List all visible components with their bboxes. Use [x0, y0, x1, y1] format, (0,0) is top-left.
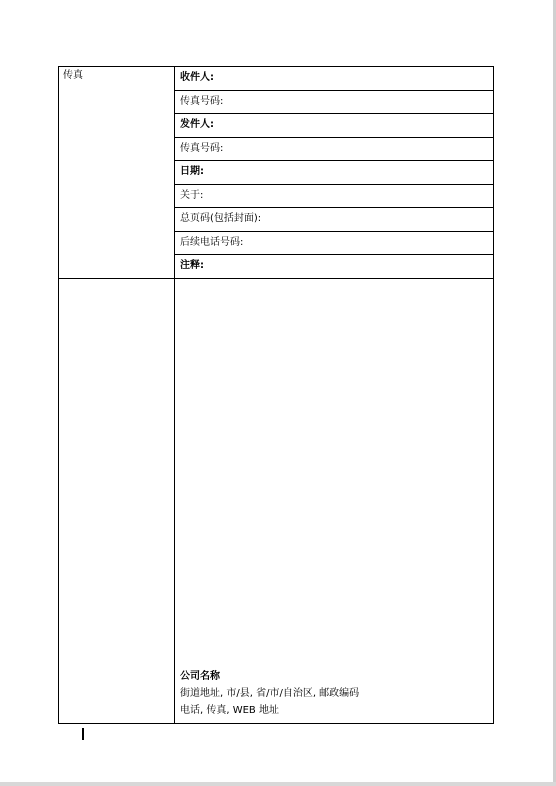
notes-field[interactable]: 注释:: [175, 255, 494, 279]
recipient-fax-field[interactable]: 传真号码:: [175, 90, 494, 114]
sender-field[interactable]: 发件人:: [175, 114, 494, 138]
company-footer: [180, 668, 359, 719]
follow-up-phone-field[interactable]: 后续电话号码:: [175, 231, 494, 255]
left-body-cell[interactable]: [59, 278, 175, 724]
recipient-field[interactable]: 收件人:: [175, 67, 494, 91]
company-address[interactable]: 街道地址, 市/县, 省/市/自治区, 邮政编码: [180, 688, 360, 699]
message-body-cell[interactable]: [175, 278, 494, 724]
page-count-field[interactable]: 总页码(包括封面):: [175, 208, 494, 232]
fax-title-cell: [59, 67, 175, 279]
page-edge-bottom: [0, 782, 556, 786]
text-cursor: [82, 728, 84, 740]
fax-cover-table: [58, 66, 494, 724]
company-name[interactable]: 公司名称: [180, 671, 220, 682]
sender-fax-field[interactable]: 传真号码:: [175, 137, 494, 161]
fax-title[interactable]: 传真: [63, 70, 83, 81]
date-field[interactable]: 日期:: [175, 161, 494, 185]
company-contact[interactable]: 电话, 传真, WEB 地址: [180, 705, 279, 716]
subject-field[interactable]: 关于:: [175, 184, 494, 208]
